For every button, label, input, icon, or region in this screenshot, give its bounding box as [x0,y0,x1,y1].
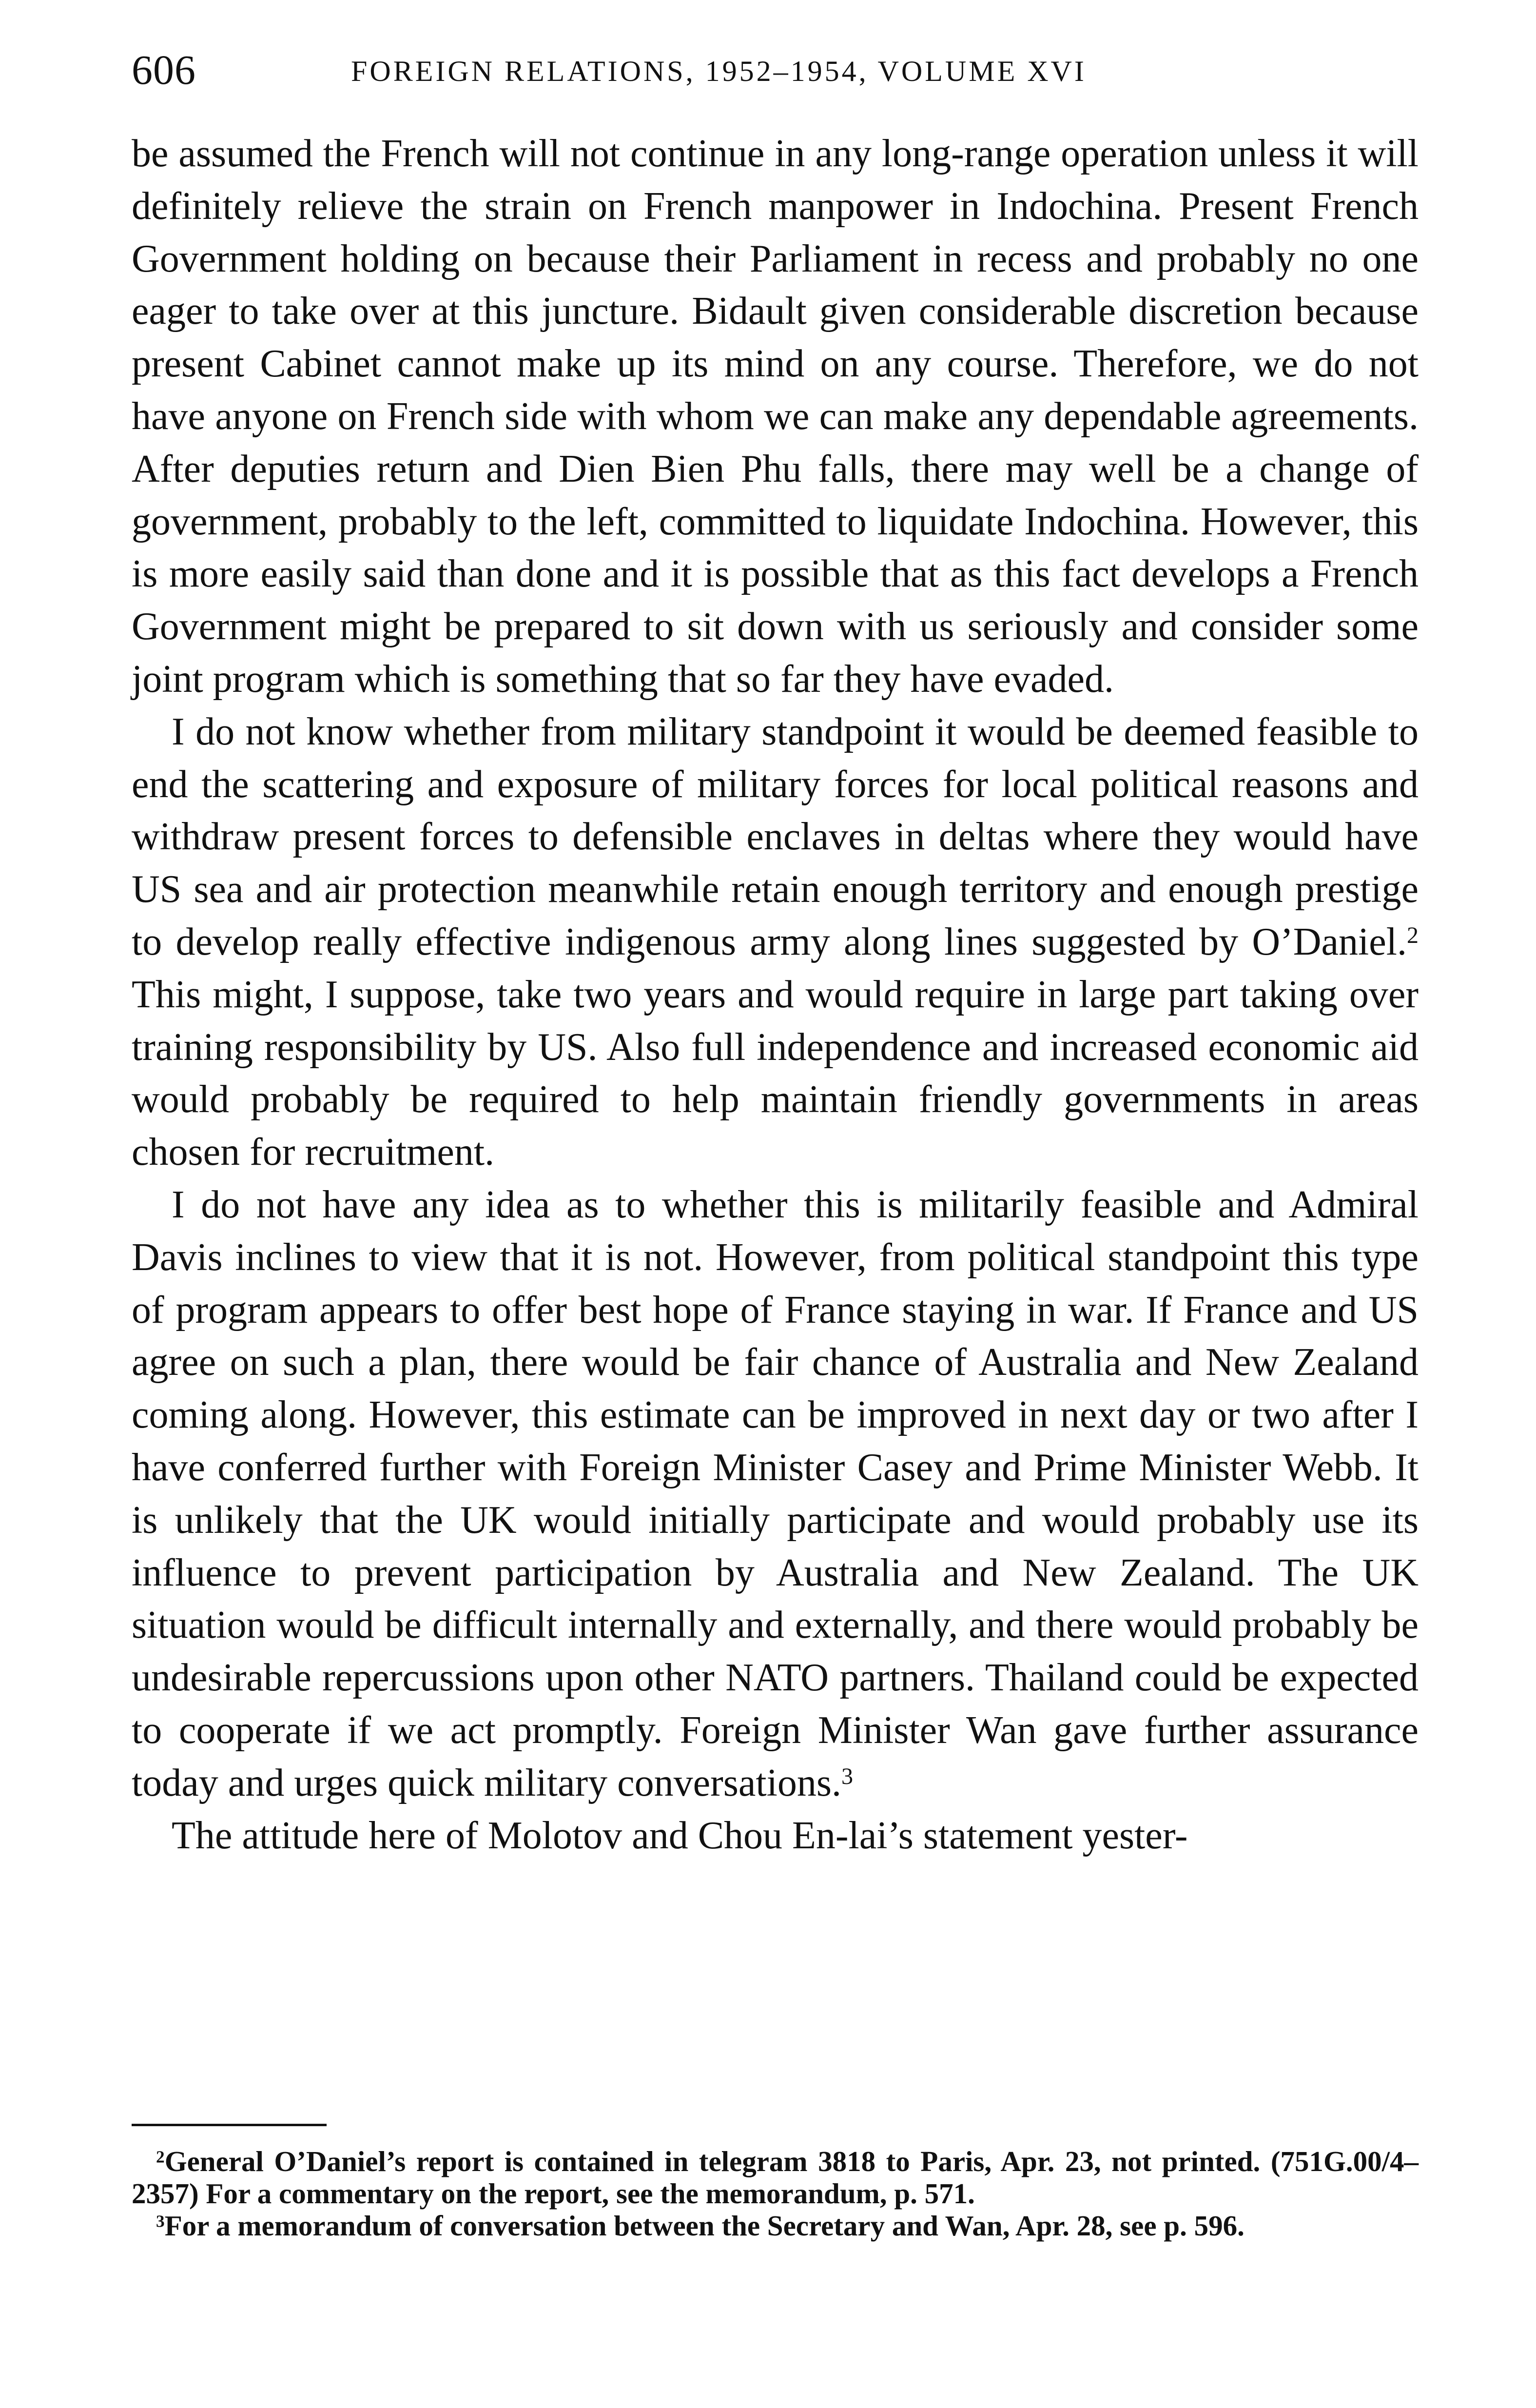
paragraph-2-text-after: This might, I suppose, take two years and would require in large part taking over training responsibility by US. Also full independence and increased economic aid would probably be required to help maintain friendly governments in areas chosen for recruitment. [132,973,1419,1174]
paragraph-2-text-before: I do not know whether from military standpoint it would be deemed feasible to end the scattering and exposure of military forces for local political reasons and withdraw present forces to defensible enclaves in deltas where they would have US sea and air protection meanwhile retain enough territory and enough prestige to develop really effective indigenous army along lines suggested by O’Daniel. [132,710,1419,963]
footnote-2-text: General O’Daniel’s report is contained in telegram 3818 to Paris, Apr. 23, not printed. (751G.00/4–2357) For a commentary on the report, see the memorandum, p. 571. [132,2145,1419,2210]
paragraph-4 [132,1810,1419,1862]
running-head: FOREIGN RELATIONS, 1952–1954, VOLUME XVI [351,55,1087,87]
footnote-ref-2: 2 [1407,922,1419,948]
paragraph-3-text: I do not have any idea as to whether this is militarily feasible and Admiral Davis inclines to view that it is not. However, from political standpoint this type of program appears to offer best hope of France staying in war. If France and US agree on such a plan, there would be fair chance of Australia and New Zealand coming along. However, this estimate can be improved in next day or two after I have conferred further with Foreign Minister Casey and Prime Minister Webb. It is unlikely that the UK would initially participate and would probably use its influence to prevent participation by Australia and New Zealand. The UK situation would be difficult internally and externally, and there would probably be undesirable repercussions upon other NATO partners. Thailand could be expected to cooperate if we act promptly. Foreign Minister Wan gave further assurance today and urges quick military conversations. [132,1183,1419,1804]
page-number: 606 [132,46,196,93]
footnote-2-marker: 2 [156,2147,165,2167]
paragraph-3 [132,1179,1419,1810]
paragraph-1 [132,128,1419,706]
paragraph-2 [132,706,1419,1179]
footnote-rule [132,2124,327,2126]
footnote-ref-3: 3 [841,1763,853,1789]
body-text [132,128,1419,1862]
footnotes [132,2145,1419,2242]
paragraph-1-text: be assumed the French will not continue in any long-range operation unless it will definitely relieve the strain on French manpower in Indochina. Present French Government holding on because their Parliament in recess and probably no one eager to take over at this juncture. Bidault given considerable discretion because present Cabinet cannot make up its mind on any course. Therefore, we do not have anyone on French side with whom we can make any dependable agreements. After deputies return and Dien Bien Phu falls, there may well be a change of government, probably to the left, committed to liquidate Indochina. However, this is more easily said than done and it is possible that as this fact develops a French Government might be prepared to sit down with us seriously and consider some joint program which is something that so far they have evaded. [132,132,1419,701]
footnote-3-text: For a memorandum of conversation between the Secretary and Wan, Apr. 28, see p. 596. [164,2210,1244,2242]
footnote-2 [132,2145,1419,2210]
footnote-3-marker: 3 [156,2211,165,2231]
page-header [132,43,1409,101]
paragraph-4-text: The attitude here of Molotov and Chou En-lai’s statement yester- [172,1814,1188,1857]
footnote-3 [132,2210,1419,2242]
